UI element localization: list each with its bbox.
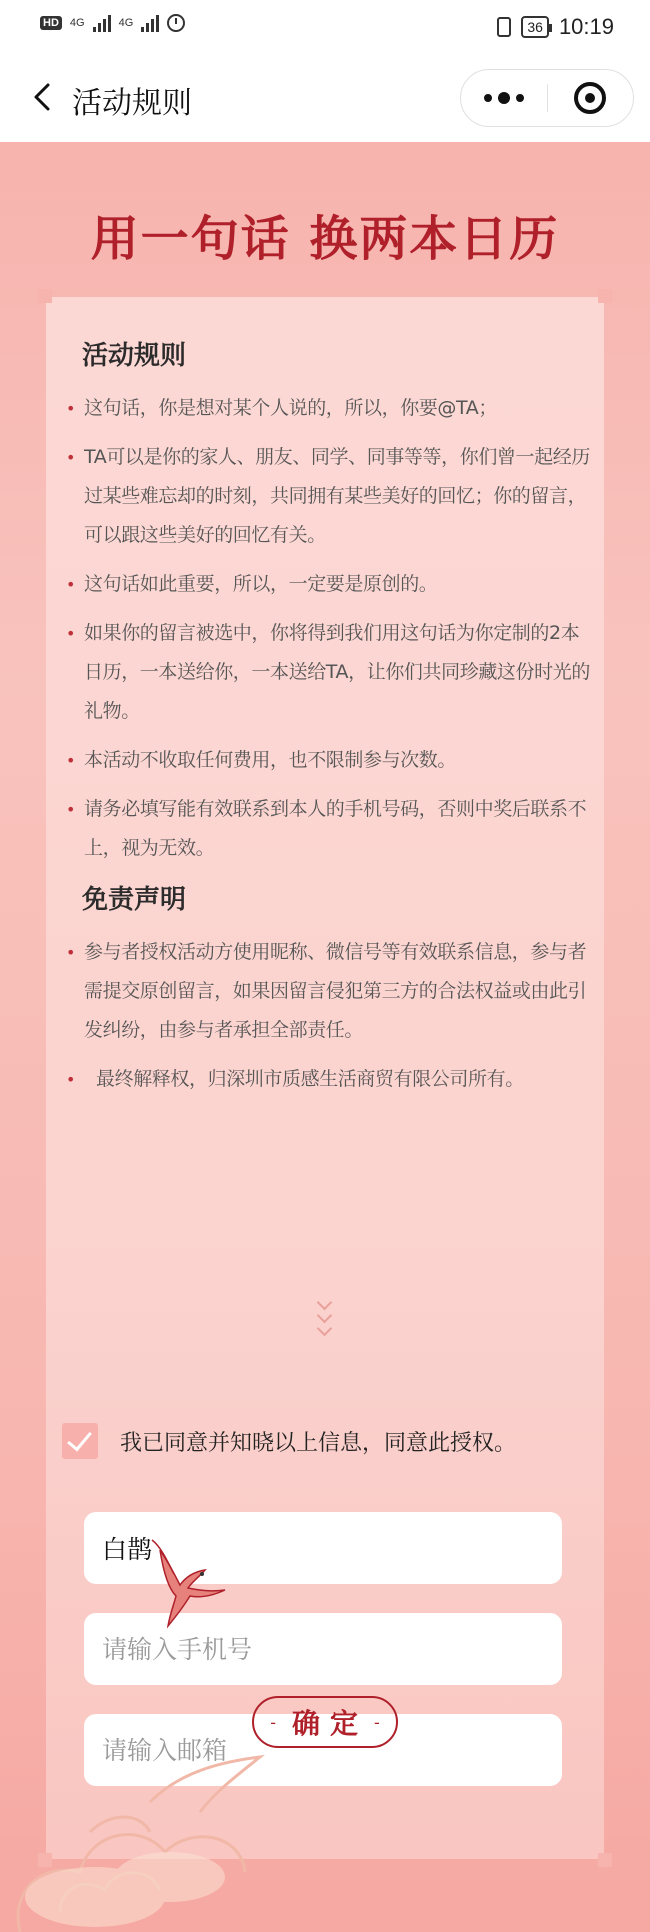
nav-bar	[0, 54, 650, 142]
list-item	[66, 933, 596, 1050]
list-item	[66, 565, 596, 604]
bullet-icon: •	[66, 575, 76, 594]
dash-decoration: -	[270, 1712, 276, 1732]
signal-label-1: 4G	[69, 17, 85, 29]
scroll-down-icon	[314, 1297, 334, 1336]
bullet-icon: •	[66, 448, 76, 467]
bullet-icon: •	[66, 943, 76, 962]
list-item	[66, 790, 596, 868]
signal-icon-2	[141, 14, 159, 32]
rule-text: 这句话，你是想对某个人说的，所以，你要@TA；	[84, 397, 497, 419]
signal-label-2: 4G	[118, 17, 134, 29]
hummingbird-icon	[130, 1530, 240, 1630]
disclaimer-list	[66, 933, 596, 1109]
disclaimer-text: 最终解释权，归深圳市质感生活商贸有限公司所有。	[96, 1068, 524, 1090]
corner-decoration	[598, 1853, 612, 1867]
rule-text: TA可以是你的家人、朋友、同学、同事等等，你们曾一起经历过某些难忘却的时刻，共同拥有某些美好的回忆；你的留言，可以跟这些美好的回忆有关。	[84, 446, 590, 546]
mini-program-capsule	[460, 69, 634, 127]
more-button[interactable]	[461, 70, 547, 126]
list-item	[66, 438, 596, 555]
vibrate-icon	[497, 17, 511, 37]
bullet-icon: •	[66, 399, 76, 418]
close-button[interactable]	[548, 70, 634, 126]
corner-decoration	[598, 289, 612, 303]
rule-text: 这句话如此重要，所以，一定要是原创的。	[84, 573, 438, 595]
rule-text: 如果你的留言被选中，你将得到我们用这句话为你定制的2本日历，一本送给你，一本送给TA，让你们共同珍藏这份时光的礼物。	[84, 622, 590, 722]
status-time: 10:19	[558, 14, 614, 39]
confirm-button[interactable]	[252, 1696, 398, 1748]
list-item	[66, 1060, 596, 1099]
more-dots-icon	[484, 92, 524, 104]
corner-decoration	[38, 289, 52, 303]
signal-icon	[93, 14, 111, 32]
bullet-icon: •	[66, 751, 76, 770]
target-circle-icon	[574, 82, 606, 114]
agree-label: 我已同意并知晓以上信息，同意此授权。	[120, 1430, 517, 1456]
headline: 用一句话 换两本日历	[90, 211, 560, 267]
agree-checkbox[interactable]	[62, 1423, 98, 1459]
battery-indicator: 36	[521, 16, 549, 38]
chevron-left-icon[interactable]	[28, 82, 58, 112]
agree-row[interactable]	[62, 1423, 516, 1459]
status-left	[40, 14, 185, 32]
bullet-icon: •	[66, 1070, 76, 1089]
bullet-icon: •	[66, 800, 76, 819]
confirm-label: 确定	[291, 1707, 368, 1740]
rule-text: 请务必填写能有效联系到本人的手机号码，否则中奖后联系不上，视为无效。	[84, 798, 587, 859]
disclaimer-text: 参与者授权活动方使用昵称、微信号等有效联系信息，参与者需提交原创留言，如果因留言侵犯第三方的合法权益或由此引发纠纷，由参与者承担全部责任。	[84, 941, 587, 1041]
hd-badge: HD	[40, 16, 62, 30]
status-bar	[0, 0, 650, 54]
alarm-icon	[167, 14, 185, 32]
rule-text: 本活动不收取任何费用，也不限制参与次数。	[84, 749, 457, 771]
list-item	[66, 614, 596, 731]
bullet-icon: •	[66, 624, 76, 643]
status-right	[497, 14, 614, 40]
rules-title: 活动规则	[82, 341, 187, 371]
page-title: 活动规则	[72, 86, 192, 121]
rules-list	[66, 389, 596, 878]
disclaimer-title: 免责声明	[82, 885, 187, 915]
list-item	[66, 741, 596, 780]
dash-decoration: -	[374, 1712, 380, 1732]
page-content	[0, 142, 650, 1932]
list-item	[66, 389, 596, 428]
